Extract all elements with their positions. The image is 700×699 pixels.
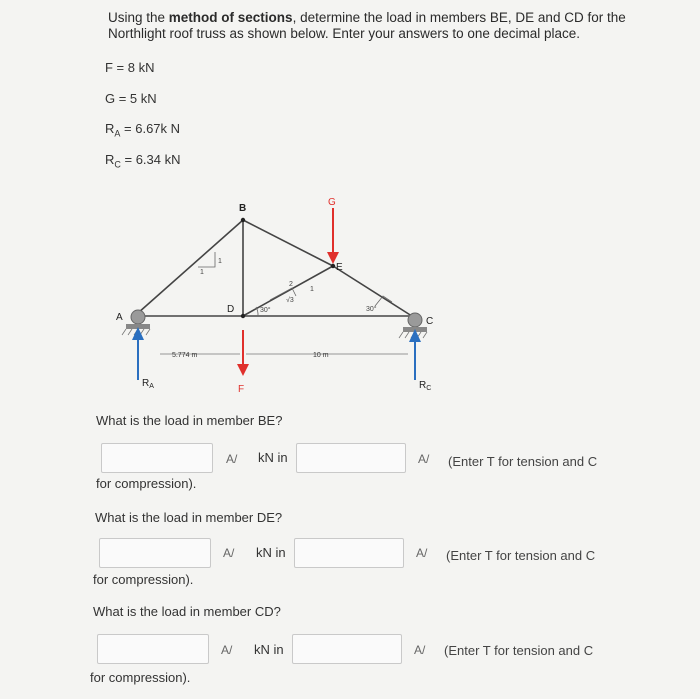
intro-text-1: Using the (108, 10, 169, 25)
spellcheck-icon[interactable]: A/ (221, 643, 233, 657)
spellcheck-icon[interactable]: A/ (223, 546, 235, 560)
slope-one-b: 1 (218, 258, 222, 265)
cd-value-input[interactable] (97, 634, 209, 664)
given-ra: $R_A = 6.67k$ N (105, 121, 181, 139)
slope-one-a: 1 (200, 269, 204, 276)
be-type-input[interactable] (296, 443, 406, 473)
slope-root3: √3 (286, 297, 294, 304)
cd-type-input[interactable] (292, 634, 402, 664)
slope-two: 2 (289, 281, 293, 288)
cd-unit-label: kN in (254, 642, 284, 657)
label-e: E (336, 262, 343, 273)
intro-text-2: , determine the load in members BE, DE and CD for the Northlight roof truss as shown below. Enter your answers to one decimal place. (108, 10, 626, 41)
truss-diagram (100, 190, 460, 405)
be-hint-tail: for compression). (96, 476, 197, 491)
label-g: G (328, 197, 336, 208)
dim-right: 10 m (313, 352, 329, 359)
intro-bold: method of sections (168, 10, 293, 25)
be-unit-label: kN in (258, 450, 288, 465)
spellcheck-icon[interactable]: A/ (418, 452, 430, 466)
de-hint-tail: for compression). (93, 572, 194, 587)
given-f: F = 8 kN (105, 60, 155, 75)
label-c: C (426, 316, 434, 327)
dim-left: 5.774 m (172, 352, 198, 359)
be-hint: (Enter T for tension and C (448, 454, 598, 469)
slope-mark-ab (198, 252, 215, 267)
given-g: G = 5 kN (105, 91, 157, 106)
label-a: A (116, 312, 123, 323)
label-f: F (238, 384, 245, 395)
cd-hint-tail: for compression). (90, 670, 191, 685)
label-rc: $R_C$ (419, 380, 432, 392)
question-cd: What is the load in member CD? (93, 604, 281, 619)
de-value-input[interactable] (99, 538, 211, 568)
de-type-input[interactable] (294, 538, 404, 568)
member-ab (138, 220, 243, 313)
given-rc: $R_C = 6.34$ kN (105, 152, 181, 170)
cd-hint: (Enter T for tension and C (444, 643, 594, 658)
be-value-input[interactable] (101, 443, 213, 473)
de-hint: (Enter T for tension and C (446, 548, 596, 563)
spellcheck-icon[interactable]: A/ (226, 452, 238, 466)
slope-one-c: 1 (310, 286, 314, 293)
label-b: B (239, 203, 247, 214)
load-f-arrowhead (237, 364, 249, 376)
label-d: D (227, 304, 235, 315)
problem-statement (108, 10, 648, 42)
angle-c: 30° (366, 306, 377, 313)
de-unit-label: kN in (256, 545, 286, 560)
spellcheck-icon[interactable]: A/ (416, 546, 428, 560)
support-a (122, 310, 150, 335)
spellcheck-icon[interactable]: A/ (414, 643, 426, 657)
angle-d: 30° (260, 307, 271, 314)
question-de: What is the load in member DE? (95, 510, 283, 525)
question-be: What is the load in member BE? (96, 413, 283, 428)
member-be (243, 220, 333, 266)
label-ra: $R_A$ (142, 378, 154, 390)
truss-members (138, 220, 415, 318)
